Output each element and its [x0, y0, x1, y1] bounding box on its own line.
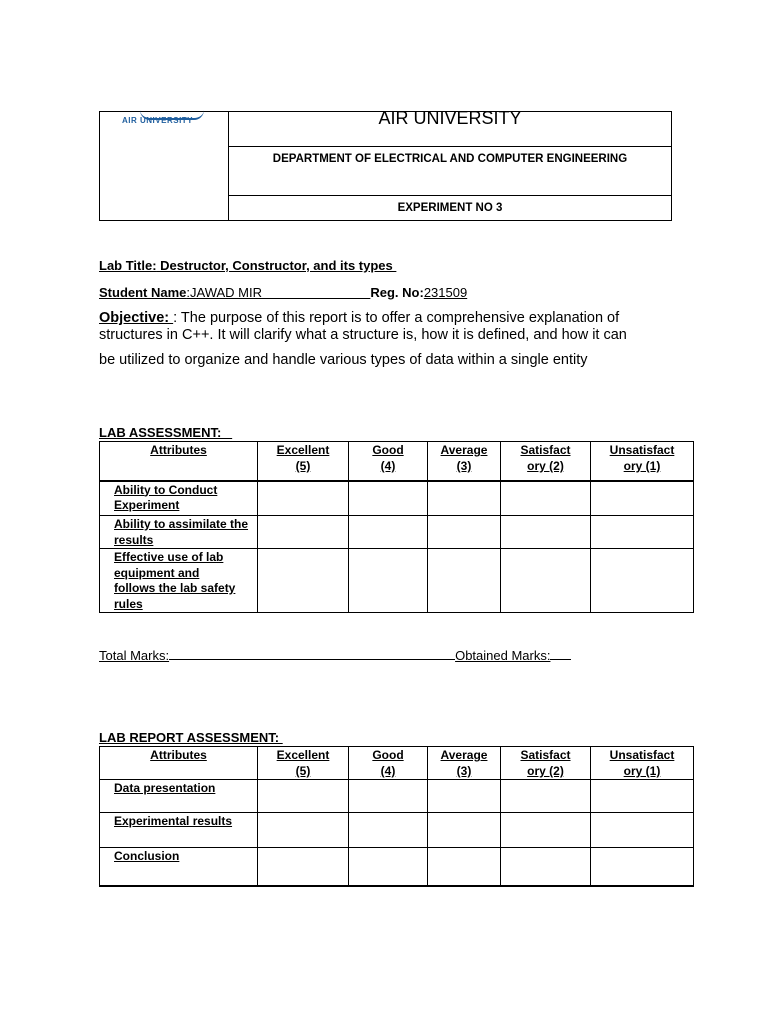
- score-cell[interactable]: [591, 848, 694, 886]
- table-row: [100, 481, 694, 516]
- score-cell[interactable]: [258, 780, 349, 813]
- col-excellent: Excellent (5): [258, 442, 349, 481]
- score-cell[interactable]: [591, 780, 694, 813]
- lab-report-header-row: [100, 747, 694, 780]
- col-good: Good (4): [349, 747, 428, 780]
- totals-line: [99, 647, 571, 663]
- table-row: [100, 780, 694, 813]
- university-title: AIR UNIVERSITY: [378, 108, 522, 128]
- student-name-value: :JAWAD MIR: [186, 285, 371, 300]
- score-cell[interactable]: [501, 549, 591, 613]
- table-row: [100, 848, 694, 886]
- attribute-cell: Ability to assimilate the results: [100, 516, 258, 549]
- objective-text: : The purpose of this report is to offer a comprehensive explanation of structures in C++. It will clarify what a structure is, how it is defined, and how it can: [99, 310, 627, 343]
- score-cell[interactable]: [591, 516, 694, 549]
- objective-paragraph-continued: be utilized to organize and handle various types of data within a single entity: [99, 352, 588, 368]
- attribute-cell: Effective use of lab equipment and follows the lab safety rules: [100, 549, 258, 613]
- col-attributes: Attributes: [100, 747, 258, 780]
- lab-assessment-header-row: [100, 442, 694, 481]
- university-logo: AIR UNIVERSITY: [122, 116, 194, 125]
- table-row: [100, 549, 694, 613]
- score-cell[interactable]: [349, 813, 428, 848]
- lab-report-assessment-title: LAB REPORT ASSESSMENT:: [99, 730, 283, 745]
- reg-no-value: 231509: [423, 285, 468, 300]
- objective-label: Objective:: [99, 310, 174, 326]
- objective-paragraph: [99, 310, 669, 344]
- logo-cell: [100, 112, 229, 220]
- lab-title-label: Lab Title:: [99, 258, 157, 273]
- score-cell[interactable]: [349, 549, 428, 613]
- score-cell[interactable]: [428, 549, 501, 613]
- attribute-cell: Conclusion: [100, 848, 258, 886]
- experiment-number: EXPERIMENT NO 3: [397, 202, 503, 214]
- score-cell[interactable]: [349, 780, 428, 813]
- lab-title-value: Destructor, Constructor, and its types: [156, 258, 397, 273]
- score-cell[interactable]: [258, 481, 349, 516]
- score-cell[interactable]: [428, 813, 501, 848]
- attribute-cell: Experimental results: [100, 813, 258, 848]
- score-cell[interactable]: [428, 780, 501, 813]
- attribute-cell: Data presentation: [100, 780, 258, 813]
- score-cell[interactable]: [428, 481, 501, 516]
- table-row: [100, 516, 694, 549]
- score-cell[interactable]: [591, 481, 694, 516]
- obtained-marks-field[interactable]: [550, 647, 571, 660]
- score-cell[interactable]: [258, 813, 349, 848]
- attribute-cell: Ability to Conduct Experiment: [100, 481, 258, 516]
- score-cell[interactable]: [501, 516, 591, 549]
- lab-title-line: [99, 258, 396, 273]
- experiment-cell: [229, 196, 671, 220]
- department-name: DEPARTMENT OF ELECTRICAL AND COMPUTER ENGINEERING: [272, 153, 628, 165]
- table-row: [100, 813, 694, 848]
- col-excellent: Excellent (5): [258, 747, 349, 780]
- col-average: Average (3): [428, 442, 501, 481]
- score-cell[interactable]: [591, 549, 694, 613]
- col-satisfactory: Satisfact ory (2): [501, 747, 591, 780]
- score-cell[interactable]: [501, 780, 591, 813]
- lab-report-assessment-table: [99, 746, 694, 887]
- student-name-label: Student Name: [99, 285, 187, 300]
- col-satisfactory: Satisfact ory (2): [501, 442, 591, 481]
- obtained-marks-label: Obtained Marks:: [455, 648, 551, 663]
- score-cell[interactable]: [258, 516, 349, 549]
- university-title-cell: [229, 108, 671, 147]
- col-unsatisfactory: Unsatisfact ory (1): [591, 747, 694, 780]
- total-marks-field[interactable]: [169, 647, 455, 660]
- header-table: [99, 108, 672, 221]
- student-line: [99, 285, 467, 300]
- score-cell[interactable]: [349, 516, 428, 549]
- total-marks-label: Total Marks:: [99, 648, 170, 663]
- col-attributes: Attributes: [100, 442, 258, 481]
- reg-no-label: Reg. No:: [370, 285, 424, 300]
- score-cell[interactable]: [428, 516, 501, 549]
- score-cell[interactable]: [501, 848, 591, 886]
- score-cell[interactable]: [501, 481, 591, 516]
- lab-assessment-table: [99, 441, 694, 613]
- score-cell[interactable]: [349, 481, 428, 516]
- score-cell[interactable]: [501, 813, 591, 848]
- col-average: Average (3): [428, 747, 501, 780]
- score-cell[interactable]: [349, 848, 428, 886]
- lab-assessment-title: LAB ASSESSMENT:: [99, 425, 233, 440]
- col-good: Good (4): [349, 442, 428, 481]
- col-unsatisfactory: Unsatisfact ory (1): [591, 442, 694, 481]
- score-cell[interactable]: [258, 549, 349, 613]
- score-cell[interactable]: [258, 848, 349, 886]
- score-cell[interactable]: [591, 813, 694, 848]
- department-cell: [229, 147, 671, 196]
- score-cell[interactable]: [428, 848, 501, 886]
